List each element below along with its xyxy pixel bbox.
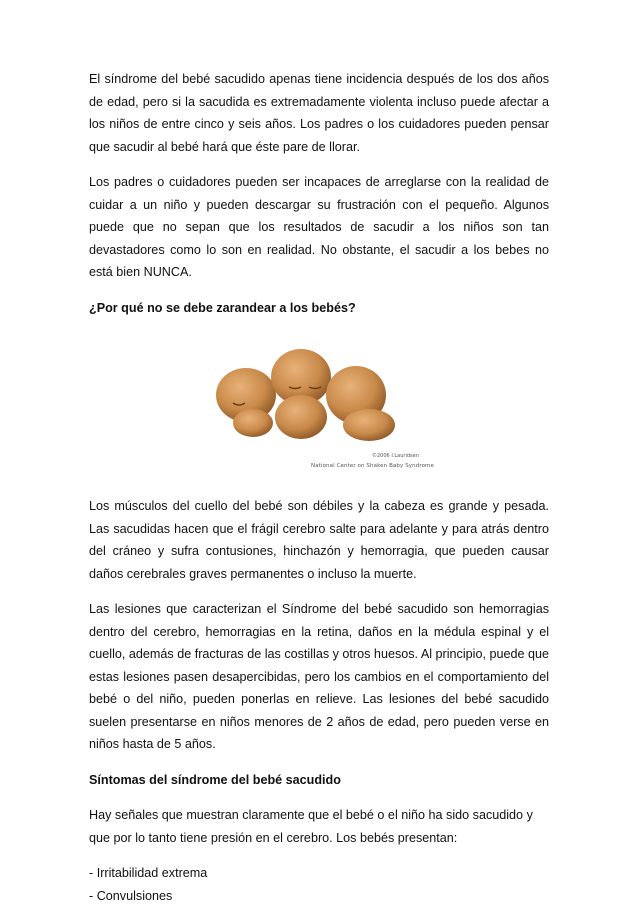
figure-credit-copyright: ©2006 I.Lauridsen (372, 453, 419, 459)
list-item: - Convulsiones (89, 885, 549, 907)
paragraph-1: El síndrome del bebé sacudido apenas tiene incidencia después de los dos años de edad, pero si la sacudida es extremadamente violenta incluso puede afectar a los niños de entre cinco y seis años. Los padres o los cuidadores pueden pensar que sacudir al bebé hará que éste pare de llorar. (89, 68, 549, 158)
baby-heads-figure (89, 325, 549, 485)
paragraph-3: Los músculos del cuello del bebé son débiles y la cabeza es grande y pesada. Las sacudidas hacen que el frágil cerebro salte para adelante y para atrás dentro del cráneo y sufra contusiones, hinchazón y hemorragia, que pueden causar daños cerebrales graves permanentes o incluso la muerte. (89, 495, 549, 585)
section-heading-why: ¿Por qué no se debe zarandear a los bebés? (89, 297, 549, 320)
section-heading-symptoms: Síntomas del síndrome del bebé sacudido (89, 769, 549, 792)
symptoms-list (89, 862, 549, 907)
list-item: - Irritabilidad extrema (89, 862, 549, 885)
baby-heads-illustration (201, 325, 401, 455)
paragraph-4: Las lesiones que caracterizan el Síndrome del bebé sacudido son hemorragias dentro del cerebro, hemorragias en la retina, daños en la médula espinal y el cuello, además de fracturas de las costillas y otros huesos. Al principio, puede que estas lesiones pasen desapercibidas, pero los cambios en el comportamiento del bebé o del niño, pueden ponerlas en relieve. Las lesiones del bebé sacudido suelen presentarse en niños menores de 2 años de edad, pero pueden verse en niños hasta de 5 años. (89, 598, 549, 756)
paragraph-5: Hay señales que muestran claramente que el bebé o el niño ha sido sacudido y que por lo tanto tiene presión en el cerebro. Los bebés presentan: (89, 804, 549, 849)
paragraph-2: Los padres o cuidadores pueden ser incapaces de arreglarse con la realidad de cuidar a un niño y pueden descargar su frustración con el pequeño. Algunos puede que no sepan que los resultados de sacudir a los niños son tan devastadores como lo son en realidad. No obstante, el sacudir a los bebes no está bien NUNCA. (89, 171, 549, 284)
figure-credit-org: National Center on Shaken Baby Syndrome (311, 463, 434, 469)
document-page (89, 68, 549, 907)
